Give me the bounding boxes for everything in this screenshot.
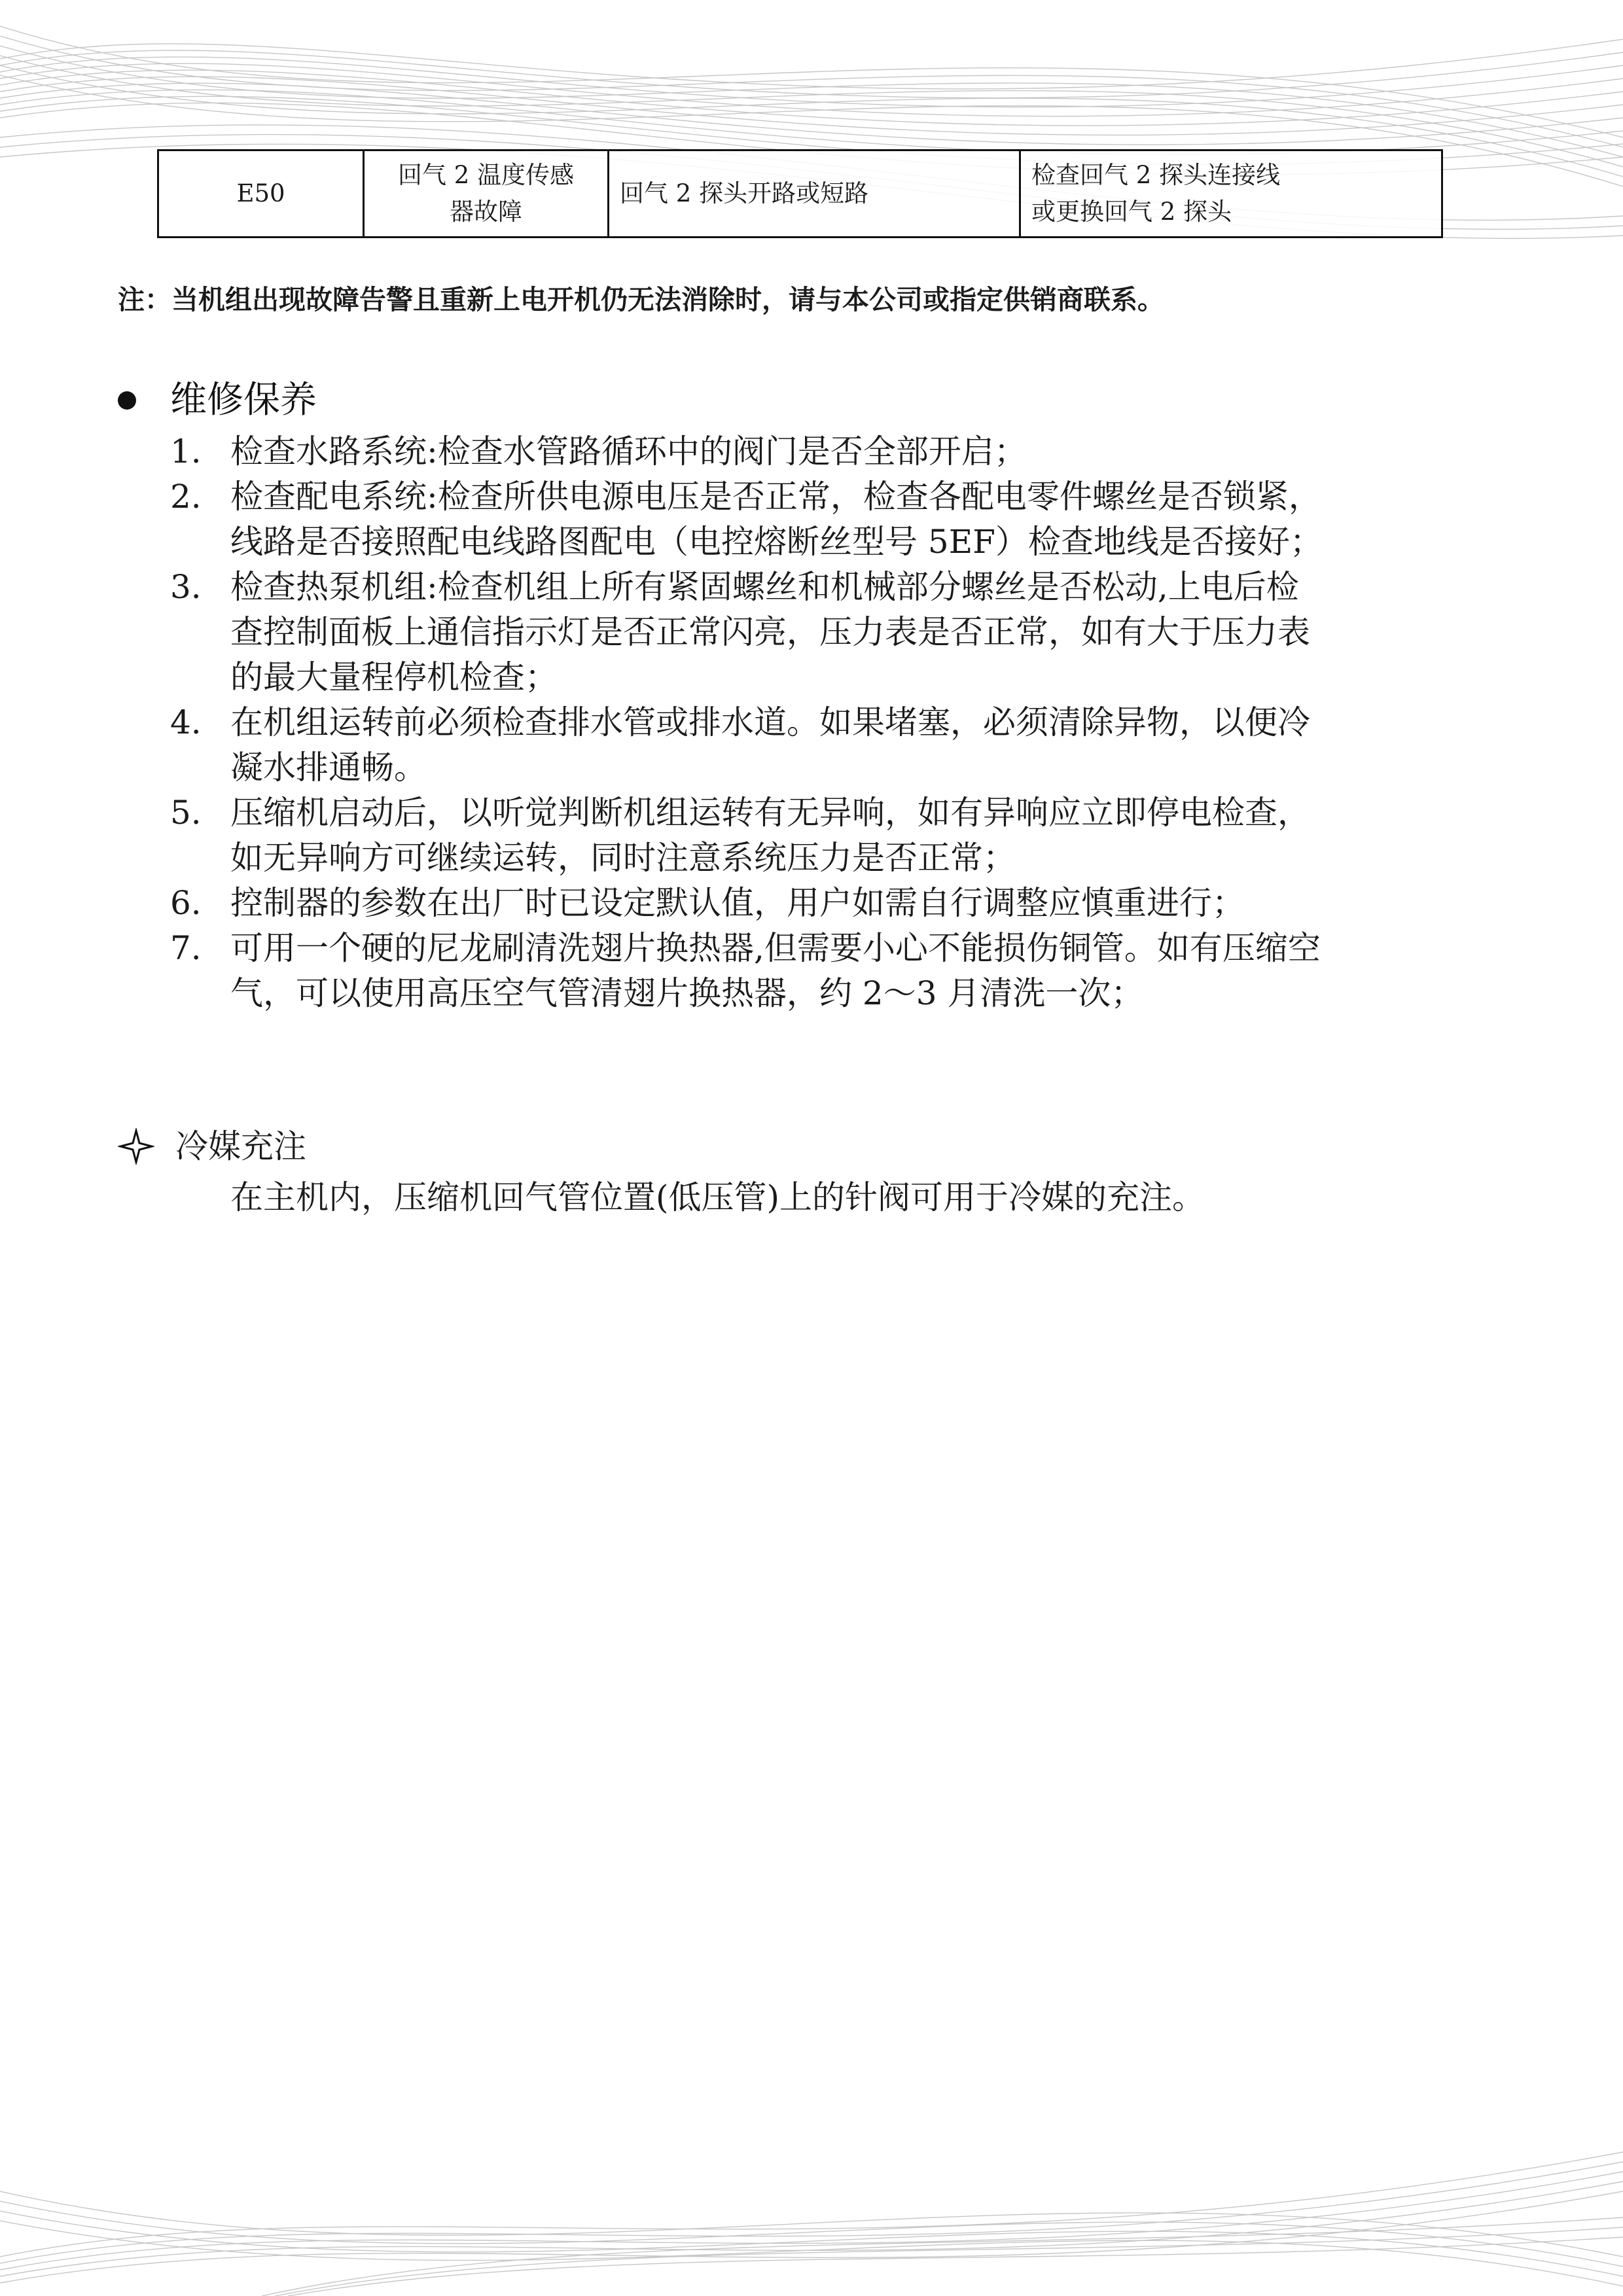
contact-note: 注：当机组出现故障告警且重新上电开机仍无法消除时，请与本公司或指定供销商联系。: [118, 284, 1164, 315]
list-line: 在机组运转前必须检查排水管或排水道。如果堵塞，必须清除异物，以便冷: [230, 703, 1310, 741]
list-line: 检查热泵机组:检查机组上所有紧固螺丝和机械部分螺丝是否松动,上电后检: [230, 568, 1299, 606]
maintenance-section-heading: [118, 374, 317, 427]
list-line: 控制器的参数在出厂时已设定默认值，用户如需自行调整应慎重进行；: [230, 884, 1245, 922]
decorative-wave-footer: [0, 2060, 1623, 2296]
fault-solution-line: 或更换回气 2 探头: [1031, 198, 1232, 226]
list-number: 4.: [170, 703, 202, 741]
list-number: 3.: [170, 568, 202, 606]
list-line: 气，可以使用高压空气管清翅片换热器，约 2～3 月清洗一次；: [230, 974, 1144, 1012]
fault-cause-cell: 回气 2 探头开路或短路: [609, 150, 1020, 238]
section-title: 维修保养: [170, 379, 317, 421]
maintenance-list: [170, 429, 1505, 1016]
list-line: 检查水路系统:检查水管路循环中的阀门是否全部开启；: [230, 433, 1027, 470]
fault-code-table: [157, 149, 1443, 238]
fault-name-line: 回气 2 温度传感: [397, 161, 575, 189]
list-line: 压缩机启动后，以听觉判断机组运转有无异响，如有异响应立即停电检查，: [230, 794, 1310, 832]
filled-circle-bullet-icon: [118, 391, 136, 410]
list-text: [230, 790, 1505, 881]
refrigerant-subheading: [118, 1123, 306, 1170]
list-line: 查控制面板上通信指示灯是否正常闪亮，压力表是否正常，如有大于压力表: [230, 613, 1310, 651]
fault-solution-line: 检查回气 2 探头连接线: [1031, 161, 1281, 189]
fault-name-line: 器故障: [450, 198, 522, 226]
list-line: 如无异响方可继续运转，同时注意系统压力是否正常；: [230, 839, 1016, 877]
list-line: 的最大量程停机检查；: [230, 658, 558, 696]
table-row: [158, 150, 1442, 238]
list-number: 6.: [170, 884, 202, 922]
list-number: 1.: [170, 433, 202, 470]
list-line: 可用一个硬的尼龙刷清洗翅片换热器,但需要小心不能损伤铜管。如有压缩空: [230, 929, 1321, 967]
list-item: [170, 790, 1505, 881]
subsection-title: 冷媒充注: [175, 1127, 306, 1165]
list-item: [170, 881, 1505, 926]
fault-code-cell: E50: [158, 150, 364, 238]
list-item: [170, 474, 1505, 565]
fault-solution-cell: [1020, 150, 1442, 238]
list-line: 凝水排通畅。: [230, 749, 427, 786]
list-text: [230, 926, 1505, 1016]
list-item: [170, 429, 1505, 474]
list-text: [230, 700, 1505, 790]
refrigerant-paragraph: 在主机内，压缩机回气管位置(低压管)上的针阀可用于冷媒的充注。: [230, 1178, 1205, 1216]
list-number: 2.: [170, 478, 202, 516]
list-text: [230, 565, 1505, 700]
list-number: 7.: [170, 929, 202, 967]
list-item: [170, 926, 1505, 1016]
list-line: 检查配电系统:检查所供电源电压是否正常，检查各配电零件螺丝是否锁紧，: [230, 478, 1321, 516]
list-text: [230, 474, 1505, 565]
list-number: 5.: [170, 794, 202, 832]
list-item: [170, 700, 1505, 790]
list-text: [230, 881, 1505, 926]
list-item: [170, 565, 1505, 700]
fault-name-cell: [364, 150, 609, 238]
list-text: [230, 429, 1505, 474]
list-line: 线路是否接照配电线路图配电（电控熔断丝型号 5EF）检查地线是否接好；: [230, 523, 1323, 561]
four-point-star-diamond-icon: [118, 1128, 154, 1165]
